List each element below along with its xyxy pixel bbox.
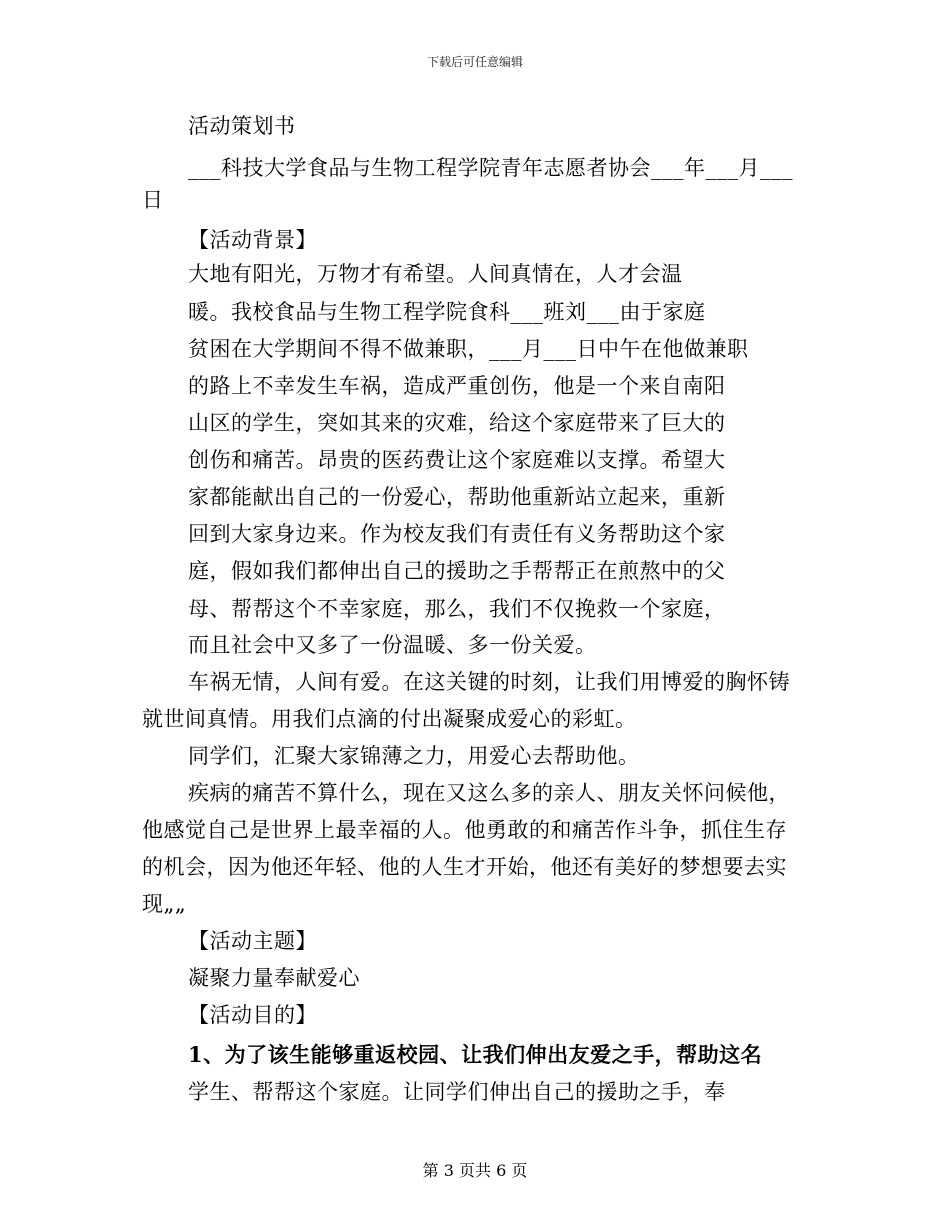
paragraph-line: 车祸无情，人间有爱。在这关键的时刻，让我们用博爱的胸怀铸 [188,670,790,694]
section-heading-purpose: 【活动目的】 [188,1003,317,1027]
paragraph-line: 庭，假如我们都伸出自己的援助之手帮帮正在煎熬中的父 [188,559,726,583]
paragraph-line: 母、帮帮这个不幸家庭，那么，我们不仅挽救一个家庭， [188,597,726,621]
section-heading-theme: 【活动主题】 [188,929,317,953]
paragraph-line: 贫困在大学期间不得不做兼职，___月___日中午在他做兼职 [188,337,749,361]
paragraph-line: 家都能献出自己的一份爱心，帮助他重新站立起来，重新 [188,485,726,509]
paragraph-line: 的机会，因为他还年轻、他的人生才开始，他还有美好的梦想要去实 [142,855,787,879]
paragraph-line: 就世间真情。用我们点滴的付出凝聚成爱心的彩虹。 [142,707,637,731]
paragraph-line: 大地有阳光，万物才有希望。人间真情在，人才会温 [188,262,683,286]
organizer-line-cont: 日 [142,188,164,212]
paragraph-line: 现„„ [142,892,187,916]
paragraph-line: 同学们，汇聚大家锦薄之力，用爱心去帮助他。 [188,744,640,768]
paragraph-line: 他感觉自己是世界上最幸福的人。他勇敢的和痛苦作斗争，抓住生存 [142,818,787,842]
page-header: 下载后可任意编辑 [426,55,523,69]
purpose-item-1: 1、为了该生能够重返校园、让我们伸出友爱之手，帮助这名 [188,1042,763,1067]
paragraph-line: 疾病的痛苦不算什么，现在又这么多的亲人、朋友关怀问候他， [188,781,790,805]
theme-text: 凝聚力量奉献爱心 [188,966,360,990]
paragraph-line: 暖。我校食品与生物工程学院食科___班刘___由于家庭 [188,300,706,324]
section-heading-background: 【活动背景】 [188,228,317,252]
paragraph-line: 而且社会中又多了一份温暖、多一份关爱。 [188,633,597,657]
paragraph-line: 学生、帮帮这个家庭。让同学们伸出自己的援助之手，奉 [188,1080,726,1104]
paragraph-line: 回到大家身边来。作为校友我们有责任有义务帮助这个家 [188,522,726,546]
paragraph-line: 的路上不幸发生车祸，造成严重创伤，他是一个来自南阳 [188,374,726,398]
paragraph-line: 创伤和痛苦。昂贵的医药费让这个家庭难以支撑。希望大 [188,448,726,472]
paragraph-line: 山区的学生，突如其来的灾难，给这个家庭带来了巨大的 [188,411,726,435]
doc-title: 活动策划书 [188,114,296,138]
organizer-line: ___科技大学食品与生物工程学院青年志愿者协会___年___月___ [188,156,793,180]
page-footer: 第 3 页共 6 页 [422,1161,528,1180]
